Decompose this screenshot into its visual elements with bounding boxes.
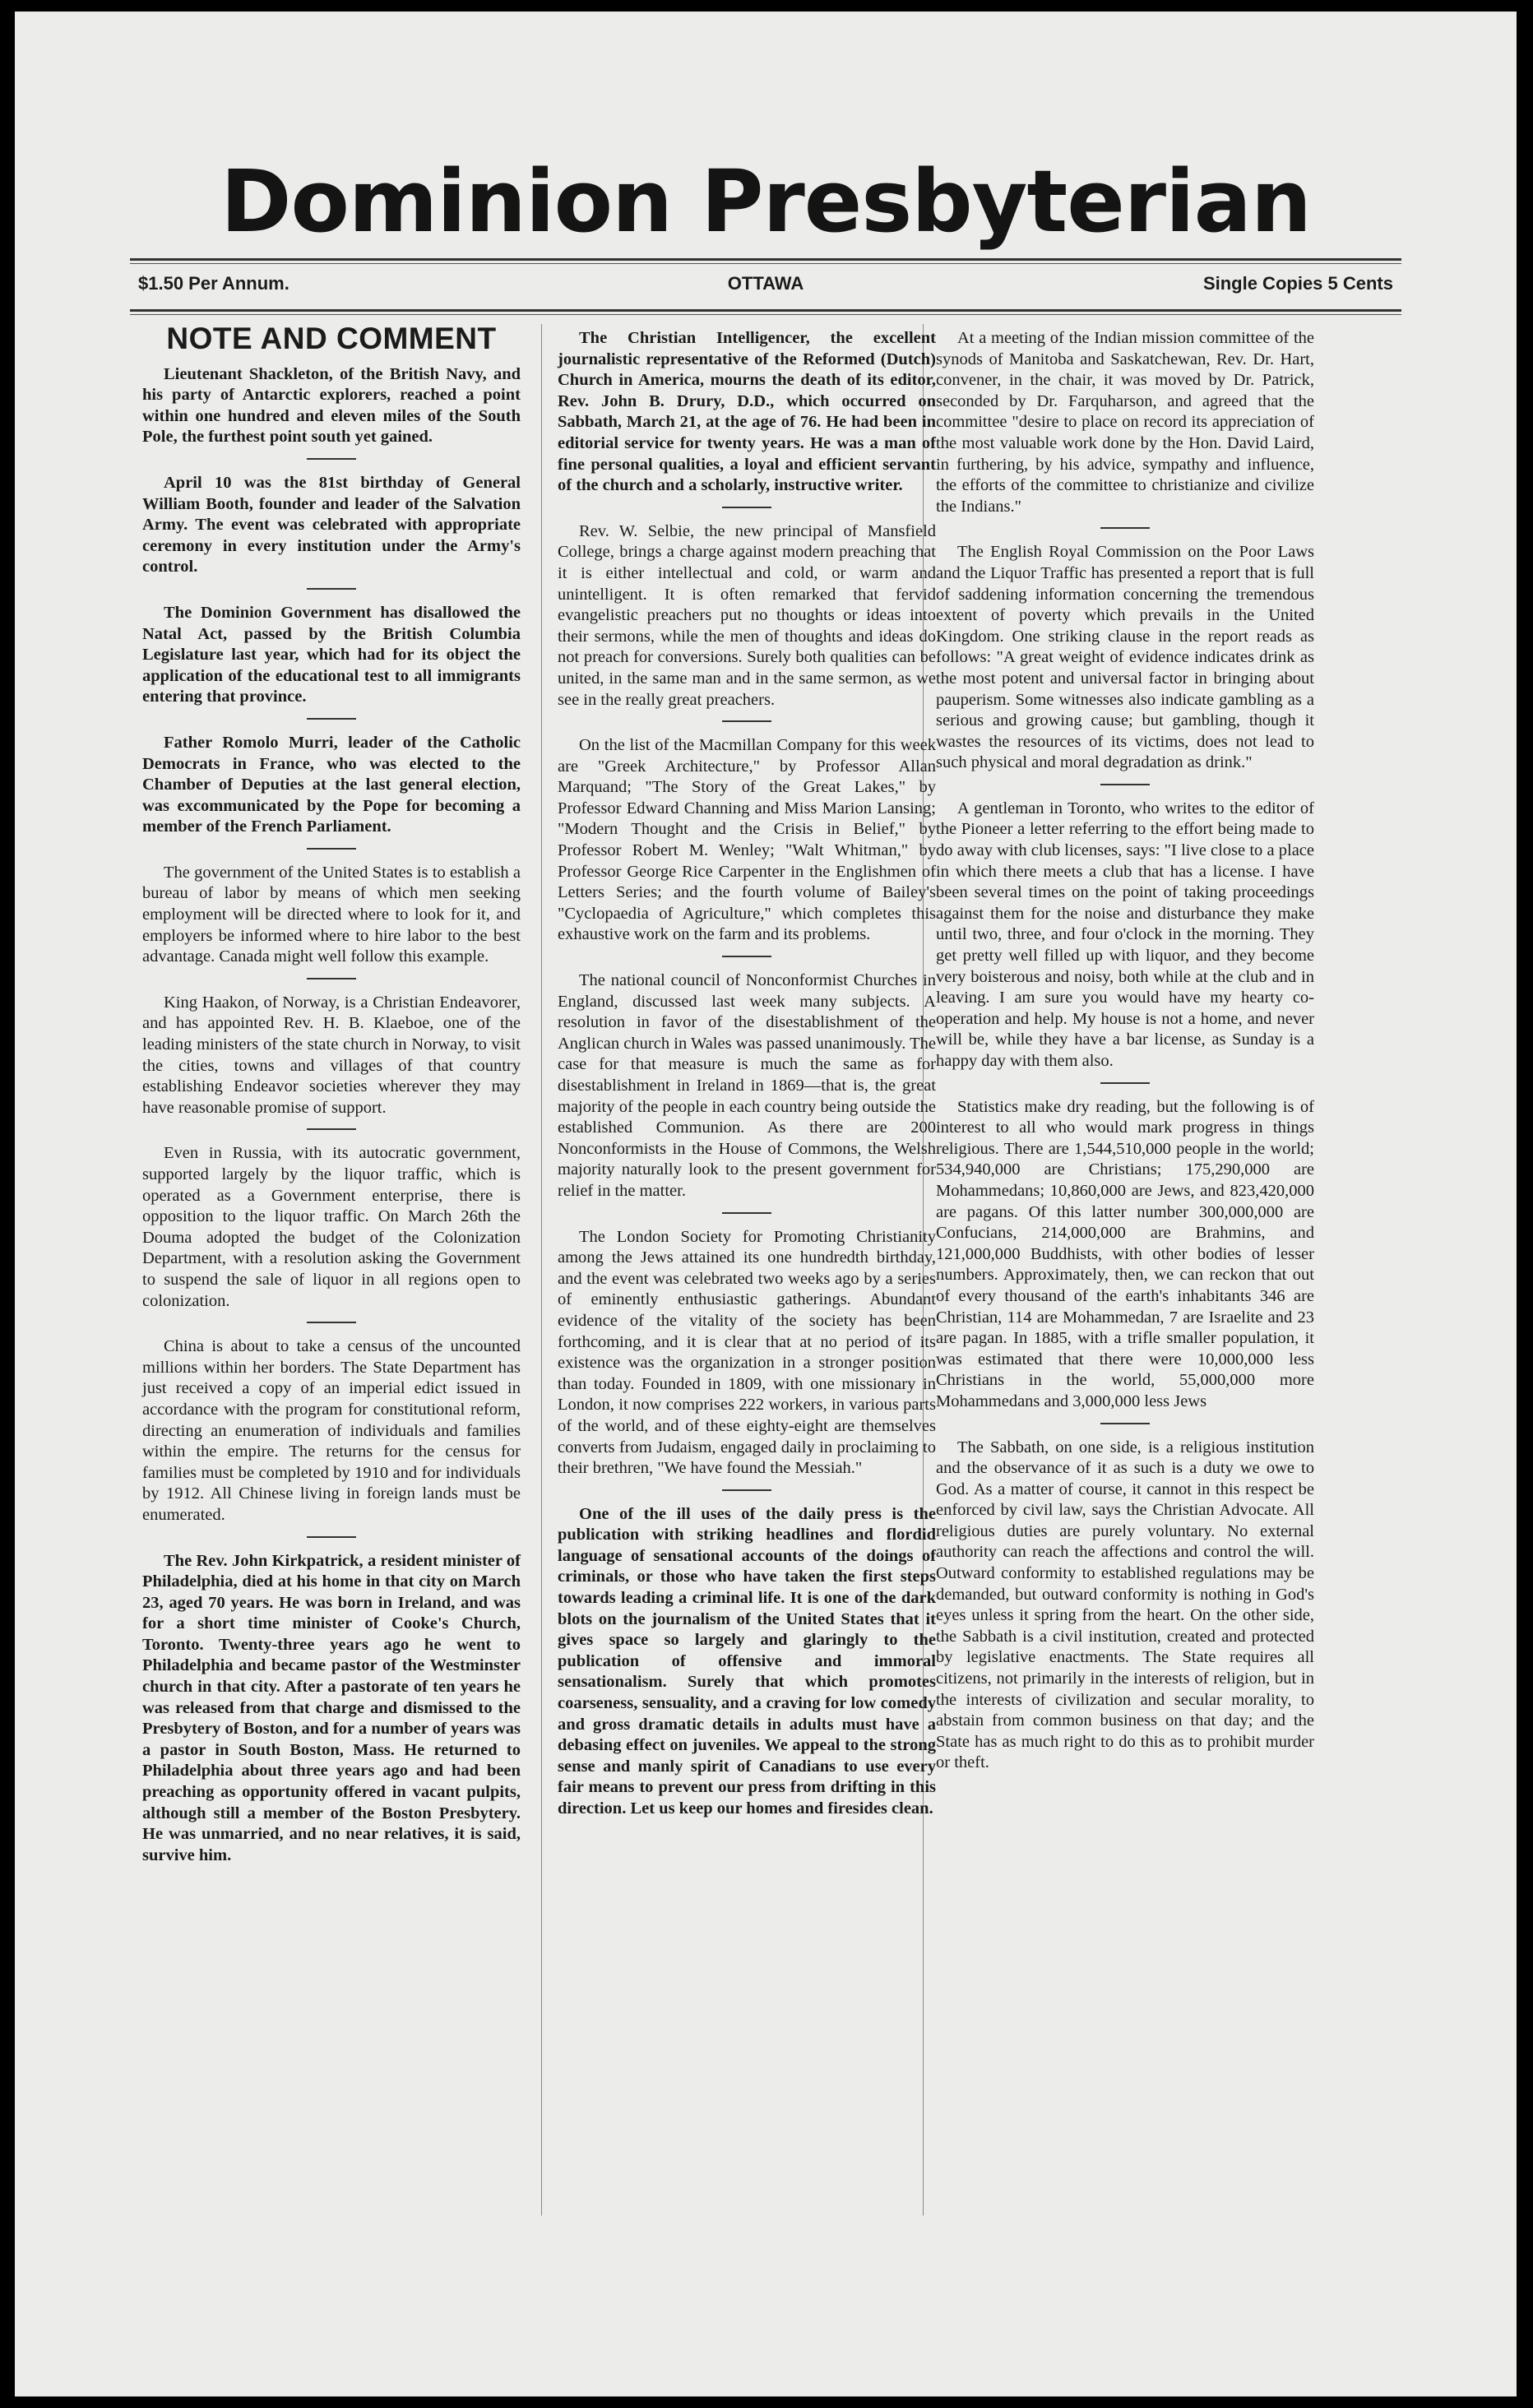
article-paragraph: The London Society for Promoting Christianity among the Jews attained its one hundredth birthday, and the event was celebrated two weeks ago by a series of eminently enthusiastic gatherings. Abundant evidence of the vitality of the society has been forthcoming, and it is clear that at no period of its existence was the organization in a stronger position than today. Founded in 1809, with one missionary in London, it now comprises 222 workers, in various parts of the world, and of these eighty-eight are themselves converts from Judaism, engaged daily in proclaiming to their brethren, "We have found the Messiah." [558,1227,936,1478]
article-separator [1100,1082,1150,1084]
article-separator [1100,527,1150,529]
article-paragraph: A gentleman in Toronto, who writes to the editor of the Pioneer a letter referring to the effort being made to do away with club licenses, says: "I live close to a place in which there meets a club that has a license. I have been several times on the point of taking proceedings against them for the noise and disturbance they make until two, three, and four o'clock in the morning. They get pretty well filled up with liquor, and they become very boisterous and noisy, both while at the club and in leaving. I am sure you would have my hearty co-operation and help. My house is not a home, and never will be, while they have a bar license, as Sunday is a happy day with them also. [936,799,1314,1070]
city-name: OTTAWA [727,273,804,294]
article-paragraph: The Rev. John Kirkpatrick, a resident minister of Philadelphia, died at his home in that city on March 23, aged 70 years. He was born in Ireland, and was for a short time minister of Cooke's Church, Toronto. Twenty-three years ago he went to Philadelphia and became pastor of the Westminster church in that city. After a pastorate of ten years he was released from that charge and dismissed to the Presbytery of Boston, and for a number of years was a pastor in South Boston, Mass. He returned to Philadelphia about three years ago and had been preaching as opportunity offered in vacant pulpits, although still a member of the Boston Presbytery. He was unmarried, and no near relatives, it is said, survive him. [142,1551,521,1864]
single-copy-price: Single Copies 5 Cents [1202,273,1393,294]
article-separator [307,718,356,720]
article-separator [1100,1423,1150,1424]
article-paragraph: China is about to take a census of the uncounted millions within her borders. The State Department has just received a copy of an imperial edict issued in accordance with the program for constitutional reform, directing an enumeration of individuals and families within the empire. The returns for the census for families must be completed by 1910 and for individuals by 1912. All Chinese living in foreign lands must be enumerated. [142,1337,521,1524]
article-paragraph: Statistics make dry reading, but the following is of interest to all who would mark progress in things religious. There are 1,544,510,000 people in the world; 534,940,000 are Christians; 175,290,000 are Mohammedans; 10,860,000 are Jews, and 823,420,000 are pagans. Of this latter number 300,000,000 are Confucians, 214,000,000 are Brahmins, and 121,000,000 Buddhists, with other bodies of lesser numbers. Approximately, then, we can reckon that out of every thousand of the earth's inhabitants 346 are Christian, 114 are Mohammedan, 7 are Israelite and 23 are pagan. In 1885, with a trifle smaller population, it was estimated that there were 10,000,000 less Christians in the world, 55,000,000 more Mohammedans and 3,000,000 less Jews [936,1097,1314,1410]
article-paragraph: The national council of Nonconformist Churches in England, discussed last week many subjects. A resolution in favor of the disestablishment of the Anglican church in Wales was passed unanimously. The case for that measure is much the same as for disestablishment in Ireland in 1869—that is, the great majority of the people in each country being outside the established Communion. As there are 200 Nonconformists in the House of Commons, the Welsh majority naturally look to the present government for relief in the matter. [558,971,936,1200]
article-paragraph: One of the ill uses of the daily press is the publication with striking headlines and flordid language of sensational accounts of the doings of criminals, or those who have taken the first steps towards leading a criminal life. It is one of the dark blots on the journalism of the United States that it gives space so largely and glaringly to the publication of offensive and immoral sensationalism. Surely that which promotes coarseness, sensuality, and a craving for low comedy and gross dramatic details in adults must have a debasing effect on juveniles. We appeal to the strong sense and manly spirit of Canadians to use every fair means to prevent our press from drifting in this direction. Let us keep our homes and firesides clean. [558,1504,936,1818]
masthead-rule-top-thin [130,263,1401,264]
article-separator [307,1128,356,1130]
article-paragraph: Even in Russia, with its autocratic government, supported largely by the liquor traffic, which is operated as a Government enterprise, there is opposition to the liquor traffic. On March 26th the Douma adopted the budget of the Colonization Department, with a resolution asking the Government to suspend the sale of liquor in all regions open to colonization. [142,1144,521,1310]
article-paragraph: The Sabbath, on one side, is a religious institution and the observance of it as such is a duty we owe to God. As a matter of course, it cannot in this respect be enforced by civil law, says the Christian Advocate. All religious duties are purely voluntary. No external authority can reach the affections and control the will. Outward conformity to established regulations may be demanded, but outward conformity is nothing in God's eyes unless it spring from the heart. On the other side, the Sabbath is a civil institution, created and protected by legislative enactments. The State requires all citizens, not primarily in the interests of religion, but in the interests of civilization and secular morality, to abstain from common business on that day; and the State has as much right to do this as to prohibit murder or theft. [936,1438,1314,1772]
masthead-rule-top [130,258,1401,261]
column-divider [541,324,542,2216]
article-paragraph: The English Royal Commission on the Poor Laws and the Liquor Traffic has presented a report that is full of saddening information concerning the tremendous extent of poverty which prevails in the United Kingdom. One striking clause in the report reads as follows: "A great weight of evidence indicates drink as the most potent and universal factor in bringing about pauperism. Some witnesses also indicate gambling as a serious and growing cause; but gambling, though it wastes the resources of its victims, does not lead to such physical and moral degradation as drink." [936,543,1314,772]
article-paragraph: Father Romolo Murri, leader of the Catholic Democrats in France, who was elected to the Chamber of Deputies at the last general election, was excommunicated by the Pope for becoming a member of the French Parliament. [142,733,521,836]
article-paragraph: On the list of the Macmillan Company for this week are "Greek Architecture," by Professor Allan Marquand; "The Story of the Great Lakes," by Professor Edward Channing and Miss Marion Lansing; "Modern Thought and the Crisis in Belief," by Professor Robert M. Wenley; "Walt Whitman," by Professor George Rice Carpenter in the Englishmen of Letters Series; and the fourth volume of Bailey's "Cyclopaedia of Agriculture," which completes this exhaustive work on the farm and its problems. [558,736,936,944]
article-separator [307,458,356,460]
newspaper-page [15,12,1517,2396]
article-paragraph: Lieutenant Shackleton, of the British Navy, and his party of Antarctic explorers, reached a point within one hundred and eleven miles of the South Pole, the furthest point south yet gained. [142,364,521,447]
article-paragraph: Rev. W. Selbie, the new principal of Mansfield College, brings a charge against modern preaching that it is either intellectual and cold, or warm and unintelligent. It is often remarked that fervid evangelistic preachers put no thoughts or ideas into their sermons, while the men of thoughts and ideas do not preach for conversions. Surely both qualities can be united, in the same man and in the same sermon, as we see in the really great preachers. [558,521,936,709]
article-paragraph: The Dominion Government has disallowed the Natal Act, passed by the British Columbia Legislature last year, which had for its object the application of the educational test to all immigrants entering that province. [142,603,521,706]
article-paragraph: The government of the United States is to establish a bureau of labor by means of which men seeking employment will be directed where to look for it, and employers be informed where to hire labor to the best advantage. Canada might well follow this example. [142,863,521,966]
article-paragraph: April 10 was the 81st birthday of General William Booth, founder and leader of the Salvation Army. The event was celebrated with appropriate ceremony in every institution under the Army's control. [142,473,521,577]
article-separator [307,1536,356,1538]
masthead-title: Dominion Presbyterian [220,151,1311,252]
article-separator [307,978,356,979]
article-paragraph: At a meeting of the Indian mission committee of the synods of Manitoba and Saskatchewan, Rev. Dr. Hart, convener, in the chair, it was moved by Dr. Patrick, seconded by Dr. Farquharson, and agreed that the committee "desire to place on record its appreciation of the most valuable work done by the Hon. David Laird, in furthering, by his advice, sympathy and influence, the efforts of the committee to christianize and civilize the Indians." [936,329,1314,516]
article-separator [1100,784,1150,785]
subscription-price: $1.50 Per Annum. [138,273,289,294]
article-separator [307,848,356,850]
info-rule-bottom-thin [130,314,1401,315]
section-heading: NOTE AND COMMENT [166,322,497,355]
article-separator [722,1489,771,1491]
article-separator [722,507,771,508]
column-3 [936,328,1314,1774]
article-separator [722,956,771,957]
article-separator [722,1212,771,1214]
article-separator [722,720,771,722]
column-1 [142,322,521,1866]
info-rule-bottom [130,309,1401,312]
info-bar [138,273,1393,301]
article-paragraph: The Christian Intelligencer, the excellent journalistic representative of the Reformed (Dutch) Church in America, mourns the death of its editor, Rev. John B. Drury, D.D., which occurred on Sabbath, March 21, at the age of 76. He had been in editorial service for twenty years. He was a man of fine personal qualities, a loyal and efficient servant of the church and a scholarly, instructive writer. [558,329,936,495]
column-2 [558,328,936,1820]
article-separator [307,1322,356,1323]
article-separator [307,588,356,590]
article-paragraph: King Haakon, of Norway, is a Christian Endeavorer, and has appointed Rev. H. B. Klaeboe, one of the leading ministers of the state church in Norway, to visit the cities, towns and villages of that country establishing Endeavor societies wherever they may have reasonable promise of support. [142,993,521,1117]
